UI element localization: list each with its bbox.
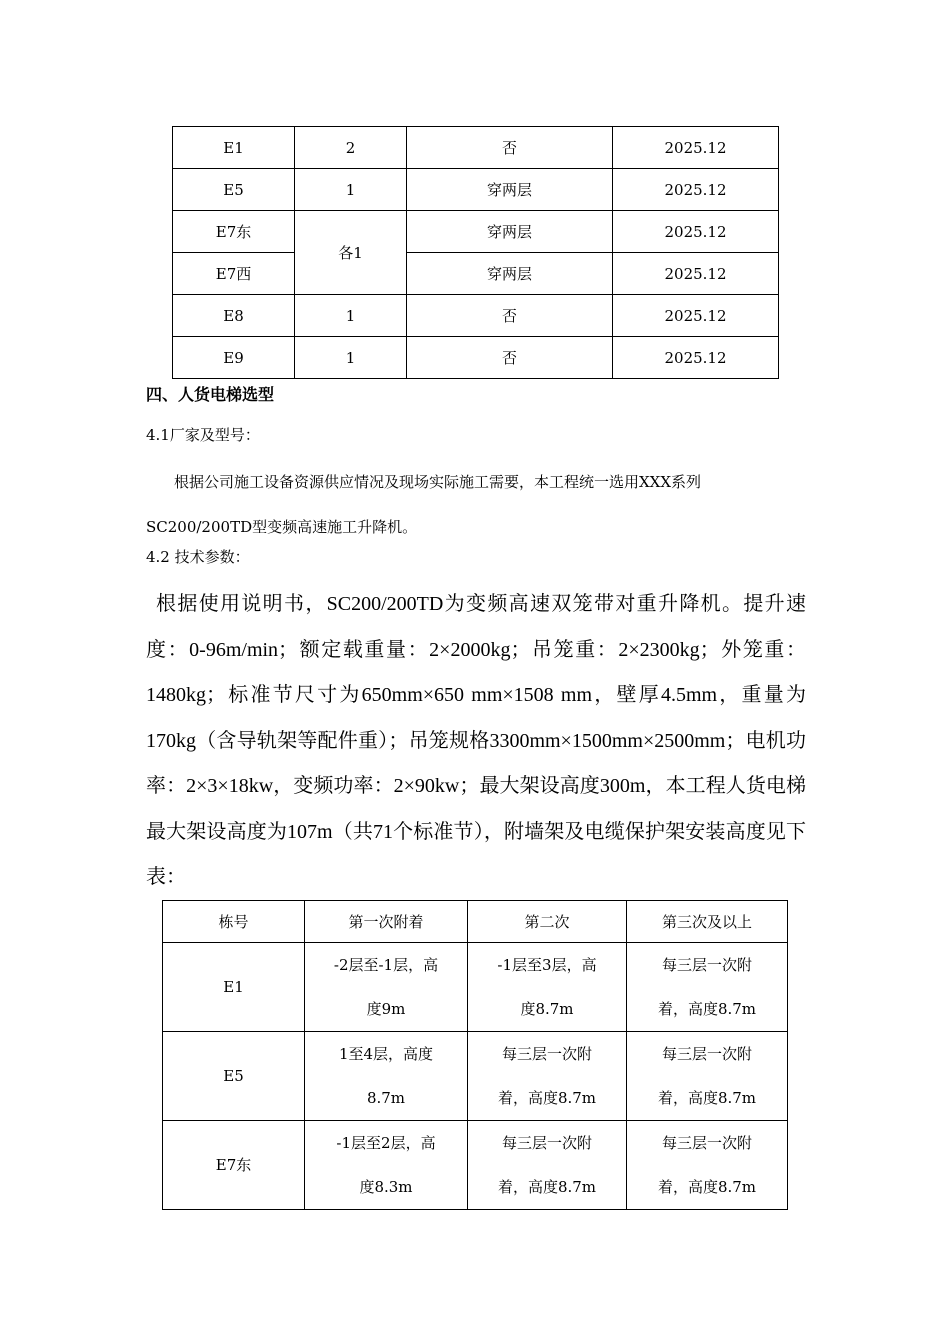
- building-cell: E5: [163, 1032, 305, 1121]
- cell-line: 着，高度8.7m: [657, 1000, 757, 1018]
- cross-floor-cell: 否: [407, 295, 613, 337]
- table-row: [173, 295, 779, 337]
- cross-floor-cell: 穿两层: [407, 211, 613, 253]
- cell-line: 8.7m: [366, 1089, 406, 1107]
- first-attach-cell: [305, 943, 468, 1032]
- cell-line: 每三层一次附: [501, 1045, 592, 1063]
- table-row: [173, 211, 779, 253]
- count-cell: 1: [295, 337, 407, 379]
- building-cell: E8: [173, 295, 295, 337]
- header-cell: 栋号: [163, 901, 305, 943]
- table-row: [163, 943, 788, 1032]
- third-attach-cell: [627, 1121, 788, 1210]
- cell-line: 每三层一次附: [661, 1045, 752, 1063]
- cell-line: 每三层一次附: [501, 1134, 592, 1152]
- count-cell: 各1: [295, 211, 407, 295]
- building-cell: E9: [173, 337, 295, 379]
- tech-params-paragraph: [146, 582, 806, 901]
- count-cell: 1: [295, 295, 407, 337]
- table-header-row: [163, 901, 788, 943]
- building-cell: E1: [163, 943, 305, 1032]
- first-attach-cell: [305, 1121, 468, 1210]
- cell-line: 1至4层，高度: [338, 1045, 434, 1063]
- manufacturer-text: 根据公司施工设备资源供应情况及现场实际施工需要，本工程统一选用XXX系列SC200/200TD型变频高速施工升降机。: [146, 473, 702, 536]
- building-cell: E1: [173, 127, 295, 169]
- table-row: [173, 253, 779, 295]
- cell-line: 每三层一次附: [661, 1134, 752, 1152]
- second-attach-cell: [468, 943, 627, 1032]
- section-heading: 四、人货电梯选型: [146, 385, 275, 404]
- subsection-heading-4-2: 4.2 技术参数：: [146, 548, 250, 566]
- cross-floor-cell: 否: [407, 127, 613, 169]
- elevator-quantity-table: [172, 126, 779, 379]
- third-attach-cell: [627, 1032, 788, 1121]
- tech-params-text: 根据使用说明书，SC200/200TD为变频高速双笼带对重升降机。提升速度：0-96m/min；额定载重量：2×2000kg；吊笼重：2×2300kg；外笼重：1480kg；标准节尺寸为650mm×650 mm×1508 mm，壁厚4.5mm，重量为170kg（含导轨架等配件重）；吊笼规格3300mm×1500mm×2500mm；电机功率：2×3×18kw，变频功率：2×90kw；最大架设高度300m，本工程人货电梯最大架设高度为107m（共71个标准节），附墙架及电缆保护架安装高度见下表：: [146, 593, 806, 888]
- building-cell: E7东: [173, 211, 295, 253]
- table-row: [173, 127, 779, 169]
- cell-line: -1层至3层，高: [497, 956, 597, 974]
- second-attach-cell: [468, 1121, 627, 1210]
- header-cell: 第三次及以上: [627, 901, 788, 943]
- cell-line: 着，高度8.7m: [497, 1178, 597, 1196]
- attachment-height-table: [162, 900, 788, 1210]
- count-cell: 2: [295, 127, 407, 169]
- cell-line: -1层至2层，高: [336, 1134, 436, 1152]
- table-row: [163, 1032, 788, 1121]
- date-cell: 2025.12: [613, 253, 779, 295]
- table-row: [173, 337, 779, 379]
- date-cell: 2025.12: [613, 337, 779, 379]
- cell-line: -2层至-1层，高: [333, 956, 439, 974]
- cross-floor-cell: 穿两层: [407, 253, 613, 295]
- first-attach-cell: [305, 1032, 468, 1121]
- cell-line: 每三层一次附: [661, 956, 752, 974]
- table-row: [163, 1121, 788, 1210]
- header-cell: 第二次: [468, 901, 627, 943]
- subsection-heading-4-1: 4.1厂家及型号：: [146, 426, 260, 444]
- count-cell: 1: [295, 169, 407, 211]
- second-attach-cell: [468, 1032, 627, 1121]
- building-cell: E7东: [163, 1121, 305, 1210]
- cell-line: 着，高度8.7m: [657, 1178, 757, 1196]
- cell-line: 度8.3m: [359, 1178, 413, 1196]
- date-cell: 2025.12: [613, 169, 779, 211]
- header-cell: 第一次附着: [305, 901, 468, 943]
- building-cell: E7西: [173, 253, 295, 295]
- manufacturer-paragraph: [146, 460, 806, 550]
- date-cell: 2025.12: [613, 127, 779, 169]
- date-cell: 2025.12: [613, 211, 779, 253]
- cell-line: 度8.7m: [520, 1000, 574, 1018]
- cross-floor-cell: 穿两层: [407, 169, 613, 211]
- cell-line: 度9m: [366, 1000, 406, 1018]
- third-attach-cell: [627, 943, 788, 1032]
- date-cell: 2025.12: [613, 295, 779, 337]
- cross-floor-cell: 否: [407, 337, 613, 379]
- cell-line: 着，高度8.7m: [497, 1089, 597, 1107]
- building-cell: E5: [173, 169, 295, 211]
- table-row: [173, 169, 779, 211]
- cell-line: 着，高度8.7m: [657, 1089, 757, 1107]
